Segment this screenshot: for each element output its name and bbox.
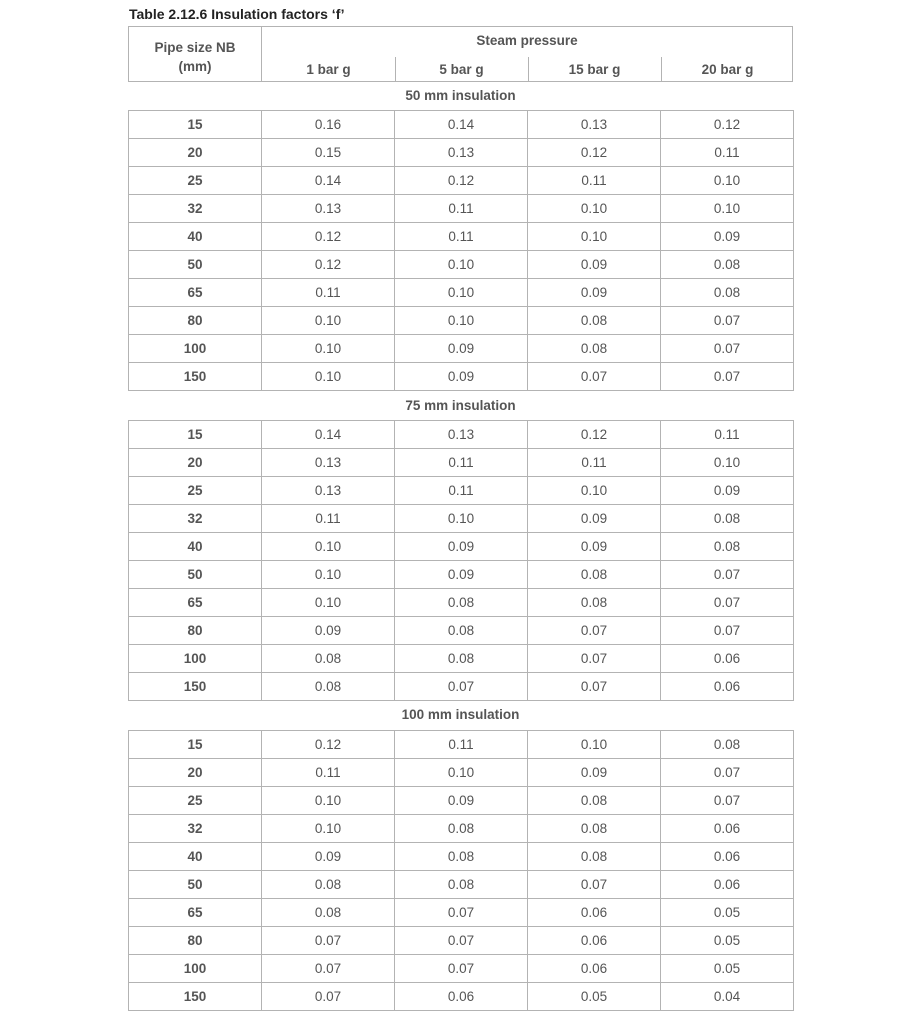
factor-cell: 0.10 xyxy=(262,815,395,843)
factor-cell: 0.07 xyxy=(528,645,661,673)
factor-cell: 0.07 xyxy=(395,927,528,955)
pipe-size-cell: 150 xyxy=(129,673,262,701)
factor-cell: 0.06 xyxy=(661,843,794,871)
table-row xyxy=(129,167,794,195)
pressure-header-1: 1 bar g xyxy=(306,62,351,77)
pipe-size-cell: 25 xyxy=(129,787,262,815)
pipe-size-cell: 80 xyxy=(129,307,262,335)
factor-cell: 0.08 xyxy=(262,899,395,927)
pressure-header-4: 20 bar g xyxy=(701,62,754,77)
factor-cell: 0.10 xyxy=(661,195,794,223)
table-row xyxy=(129,899,794,927)
table-row xyxy=(129,731,794,759)
factor-cell: 0.10 xyxy=(262,787,395,815)
factor-cell: 0.07 xyxy=(395,899,528,927)
factor-cell: 0.07 xyxy=(661,561,794,589)
factor-cell: 0.10 xyxy=(661,449,794,477)
factor-cell: 0.07 xyxy=(661,589,794,617)
factor-cell: 0.05 xyxy=(528,983,661,1011)
factor-cell: 0.11 xyxy=(661,421,794,449)
pipe-size-cell: 100 xyxy=(129,335,262,363)
table-header xyxy=(128,26,793,82)
factor-cell: 0.13 xyxy=(262,449,395,477)
factor-cell: 0.06 xyxy=(528,927,661,955)
pipe-size-cell: 80 xyxy=(129,617,262,645)
pipe-size-cell: 25 xyxy=(129,167,262,195)
factor-cell: 0.10 xyxy=(262,307,395,335)
pipe-size-cell: 32 xyxy=(129,505,262,533)
table-title: Table 2.12.6 Insulation factors ‘f’ xyxy=(129,6,345,22)
factor-cell: 0.09 xyxy=(395,363,528,391)
table-row xyxy=(129,533,794,561)
factor-cell: 0.16 xyxy=(262,111,395,139)
pipe-size-cell: 100 xyxy=(129,645,262,673)
factor-cell: 0.08 xyxy=(262,645,395,673)
factor-cell: 0.05 xyxy=(661,955,794,983)
factor-cell: 0.09 xyxy=(528,533,661,561)
factor-cell: 0.09 xyxy=(395,335,528,363)
section-label: 75 mm insulation xyxy=(405,398,516,413)
factor-cell: 0.09 xyxy=(395,561,528,589)
factor-cell: 0.09 xyxy=(262,617,395,645)
steam-pressure-header: Steam pressure xyxy=(476,33,578,48)
factor-cell: 0.13 xyxy=(262,195,395,223)
pipe-size-cell: 20 xyxy=(129,139,262,167)
factor-cell: 0.08 xyxy=(661,533,794,561)
factor-cell: 0.08 xyxy=(661,505,794,533)
factor-cell: 0.09 xyxy=(262,843,395,871)
table-row xyxy=(129,617,794,645)
factor-cell: 0.11 xyxy=(262,279,395,307)
table-row xyxy=(129,815,794,843)
factor-cell: 0.07 xyxy=(661,307,794,335)
table-row xyxy=(129,505,794,533)
factor-cell: 0.07 xyxy=(528,871,661,899)
pipe-size-cell: 50 xyxy=(129,871,262,899)
factor-cell: 0.11 xyxy=(262,505,395,533)
factor-cell: 0.08 xyxy=(528,335,661,363)
factor-cell: 0.13 xyxy=(395,421,528,449)
factor-cell: 0.09 xyxy=(528,505,661,533)
table-row xyxy=(129,983,794,1011)
factor-cell: 0.12 xyxy=(395,167,528,195)
factor-cell: 0.10 xyxy=(528,477,661,505)
factor-cell: 0.13 xyxy=(528,111,661,139)
table-row xyxy=(129,843,794,871)
pipe-size-cell: 15 xyxy=(129,421,262,449)
factor-cell: 0.10 xyxy=(528,195,661,223)
factor-cell: 0.14 xyxy=(262,167,395,195)
table-row xyxy=(129,251,794,279)
factor-cell: 0.09 xyxy=(395,533,528,561)
factor-cell: 0.10 xyxy=(395,505,528,533)
pipe-size-cell: 50 xyxy=(129,561,262,589)
factor-cell: 0.04 xyxy=(661,983,794,1011)
table-row xyxy=(129,927,794,955)
table-row xyxy=(129,363,794,391)
pipe-size-cell: 150 xyxy=(129,983,262,1011)
table-row xyxy=(129,759,794,787)
factor-cell: 0.09 xyxy=(661,223,794,251)
pipe-size-cell: 100 xyxy=(129,955,262,983)
factor-cell: 0.08 xyxy=(528,815,661,843)
pipe-size-cell: 15 xyxy=(129,111,262,139)
table-row xyxy=(129,139,794,167)
factor-cell: 0.06 xyxy=(528,899,661,927)
factor-cell: 0.07 xyxy=(661,617,794,645)
factor-cell: 0.10 xyxy=(262,561,395,589)
factor-cell: 0.07 xyxy=(661,363,794,391)
insulation-table xyxy=(128,110,794,391)
factor-cell: 0.09 xyxy=(395,787,528,815)
factor-cell: 0.10 xyxy=(528,223,661,251)
pipe-size-cell: 25 xyxy=(129,477,262,505)
table-row xyxy=(129,449,794,477)
table-row xyxy=(129,421,794,449)
pipe-size-cell: 20 xyxy=(129,449,262,477)
factor-cell: 0.15 xyxy=(262,139,395,167)
factor-cell: 0.11 xyxy=(528,449,661,477)
factor-cell: 0.08 xyxy=(528,787,661,815)
pipe-size-header: Pipe size NB (mm) xyxy=(129,27,262,81)
table-row xyxy=(129,673,794,701)
pipe-size-cell: 20 xyxy=(129,759,262,787)
insulation-table xyxy=(128,730,794,1011)
factor-cell: 0.07 xyxy=(661,759,794,787)
factor-cell: 0.07 xyxy=(661,335,794,363)
factor-cell: 0.08 xyxy=(661,251,794,279)
factor-cell: 0.12 xyxy=(661,111,794,139)
factor-cell: 0.06 xyxy=(395,983,528,1011)
pipe-size-cell: 32 xyxy=(129,815,262,843)
factor-cell: 0.08 xyxy=(528,843,661,871)
table-row xyxy=(129,307,794,335)
factor-cell: 0.11 xyxy=(395,731,528,759)
factor-cell: 0.11 xyxy=(528,167,661,195)
factor-cell: 0.07 xyxy=(528,673,661,701)
insulation-table xyxy=(128,420,794,701)
factor-cell: 0.12 xyxy=(528,139,661,167)
pipe-size-cell: 40 xyxy=(129,843,262,871)
pipe-size-cell: 50 xyxy=(129,251,262,279)
factor-cell: 0.12 xyxy=(262,251,395,279)
factor-cell: 0.07 xyxy=(395,673,528,701)
pipe-size-cell: 40 xyxy=(129,533,262,561)
factor-cell: 0.08 xyxy=(395,843,528,871)
pipe-size-cell: 80 xyxy=(129,927,262,955)
pipe-size-cell: 150 xyxy=(129,363,262,391)
factor-cell: 0.08 xyxy=(262,673,395,701)
pressure-header-3: 15 bar g xyxy=(568,62,621,77)
table-row xyxy=(129,645,794,673)
factor-cell: 0.09 xyxy=(528,251,661,279)
table-row xyxy=(129,477,794,505)
table-row xyxy=(129,223,794,251)
factor-cell: 0.10 xyxy=(395,251,528,279)
pipe-size-cell: 32 xyxy=(129,195,262,223)
table-row xyxy=(129,111,794,139)
factor-cell: 0.07 xyxy=(395,955,528,983)
section-label: 50 mm insulation xyxy=(405,88,516,103)
factor-cell: 0.05 xyxy=(661,899,794,927)
pressure-header-2: 5 bar g xyxy=(439,62,484,77)
factor-cell: 0.06 xyxy=(661,673,794,701)
factor-cell: 0.12 xyxy=(528,421,661,449)
factor-cell: 0.11 xyxy=(262,759,395,787)
section-label: 100 mm insulation xyxy=(401,707,520,722)
factor-cell: 0.08 xyxy=(528,307,661,335)
table-row xyxy=(129,279,794,307)
factor-cell: 0.08 xyxy=(262,871,395,899)
factor-cell: 0.10 xyxy=(262,589,395,617)
factor-cell: 0.07 xyxy=(262,983,395,1011)
factor-cell: 0.09 xyxy=(661,477,794,505)
factor-cell: 0.11 xyxy=(395,223,528,251)
factor-cell: 0.09 xyxy=(528,759,661,787)
factor-cell: 0.10 xyxy=(262,533,395,561)
factor-cell: 0.10 xyxy=(395,279,528,307)
table-row xyxy=(129,787,794,815)
pipe-size-cell: 65 xyxy=(129,279,262,307)
factor-cell: 0.08 xyxy=(528,561,661,589)
factor-cell: 0.07 xyxy=(661,787,794,815)
factor-cell: 0.10 xyxy=(395,307,528,335)
factor-cell: 0.11 xyxy=(395,449,528,477)
factor-cell: 0.07 xyxy=(262,955,395,983)
factor-cell: 0.09 xyxy=(528,279,661,307)
table-row xyxy=(129,195,794,223)
factor-cell: 0.08 xyxy=(395,815,528,843)
factor-cell: 0.13 xyxy=(395,139,528,167)
factor-cell: 0.12 xyxy=(262,731,395,759)
table-row xyxy=(129,589,794,617)
factor-cell: 0.08 xyxy=(528,589,661,617)
pipe-size-cell: 65 xyxy=(129,899,262,927)
factor-cell: 0.06 xyxy=(661,645,794,673)
factor-cell: 0.07 xyxy=(262,927,395,955)
factor-cell: 0.14 xyxy=(262,421,395,449)
table-row xyxy=(129,335,794,363)
factor-cell: 0.08 xyxy=(395,871,528,899)
table-row xyxy=(129,871,794,899)
table-row xyxy=(129,955,794,983)
factor-cell: 0.08 xyxy=(661,279,794,307)
pipe-size-cell: 15 xyxy=(129,731,262,759)
factor-cell: 0.08 xyxy=(395,617,528,645)
factor-cell: 0.06 xyxy=(661,871,794,899)
factor-cell: 0.05 xyxy=(661,927,794,955)
factor-cell: 0.14 xyxy=(395,111,528,139)
factor-cell: 0.06 xyxy=(661,815,794,843)
factor-cell: 0.08 xyxy=(395,645,528,673)
factor-cell: 0.11 xyxy=(661,139,794,167)
pipe-size-cell: 65 xyxy=(129,589,262,617)
factor-cell: 0.10 xyxy=(661,167,794,195)
factor-cell: 0.10 xyxy=(395,759,528,787)
factor-cell: 0.07 xyxy=(528,363,661,391)
table-row xyxy=(129,561,794,589)
factor-cell: 0.12 xyxy=(262,223,395,251)
factor-cell: 0.10 xyxy=(528,731,661,759)
factor-cell: 0.11 xyxy=(395,195,528,223)
factor-cell: 0.13 xyxy=(262,477,395,505)
factor-cell: 0.06 xyxy=(528,955,661,983)
pipe-size-cell: 40 xyxy=(129,223,262,251)
factor-cell: 0.08 xyxy=(395,589,528,617)
factor-cell: 0.10 xyxy=(262,363,395,391)
factor-cell: 0.11 xyxy=(395,477,528,505)
factor-cell: 0.08 xyxy=(661,731,794,759)
factor-cell: 0.07 xyxy=(528,617,661,645)
factor-cell: 0.10 xyxy=(262,335,395,363)
